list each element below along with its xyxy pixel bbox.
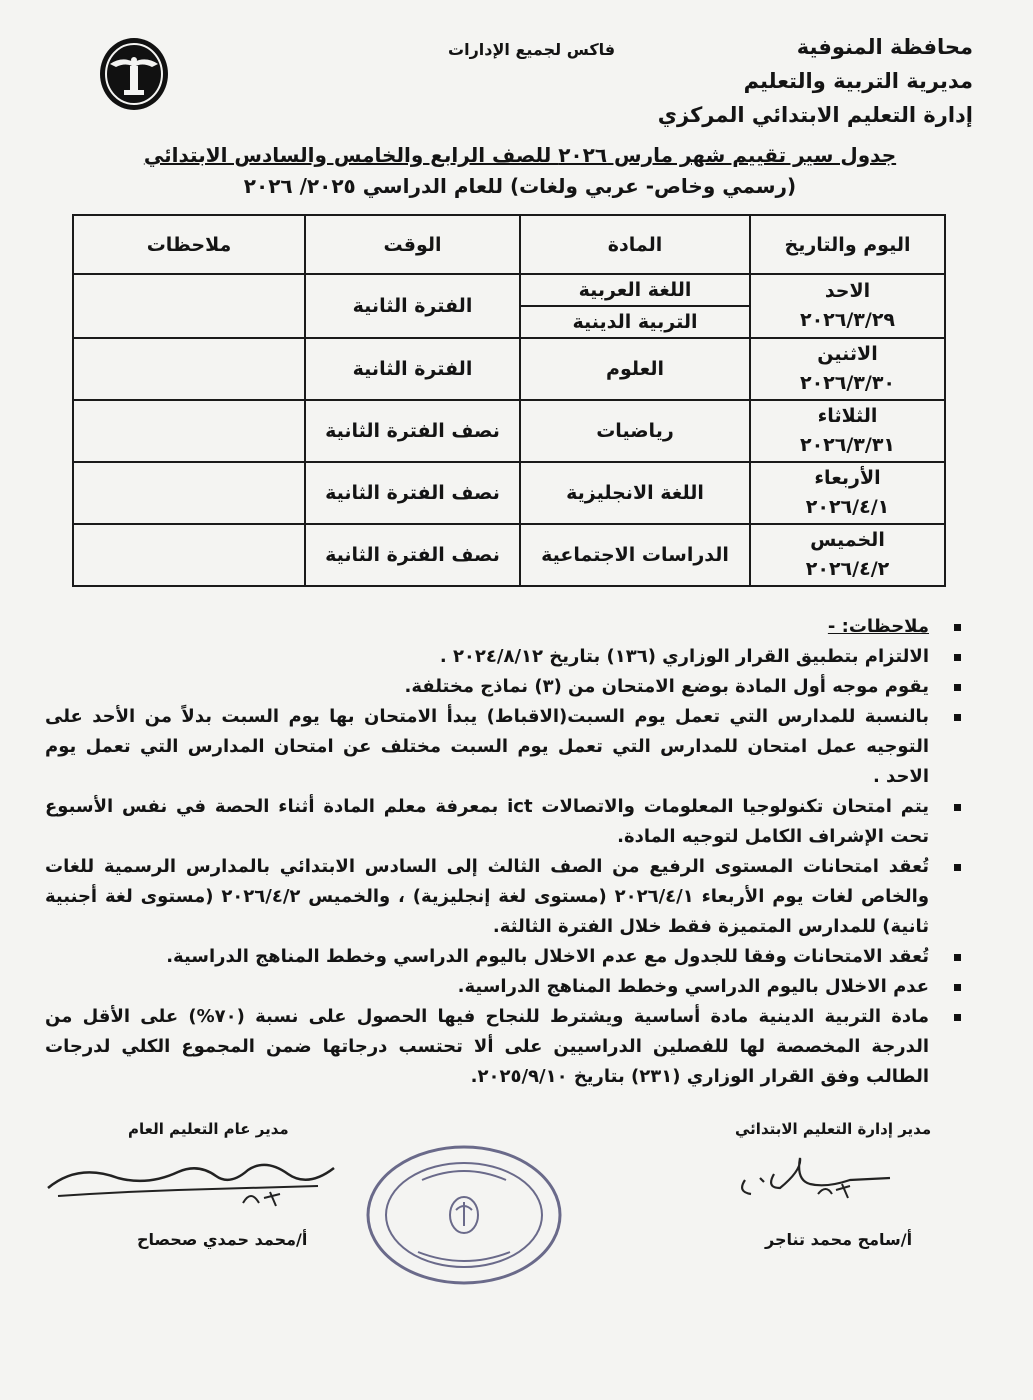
subject-cell: اللغة الانجليزية	[520, 462, 750, 524]
signatory-title-right: مدير إدارة التعليم الابتدائي	[735, 1120, 932, 1138]
time-cell: نصف الفترة الثانية	[305, 400, 520, 462]
exam-date: ٢٠٢٦/٣/٣١	[799, 434, 896, 456]
notes-cell	[73, 274, 305, 338]
list-item: مادة التربية الدينية مادة أساسية ويشترط للنجاح فيها الحصول على نسبة (٧٠%) على الأقل من الدرجة المخصصة لها للفصلين الدراسيين على ألا تحتسب درجاتها ضمن المجموع الكلي لدرجات الطالب وفق القرار الوزاري (٢٣١) بتاريخ ٢٠٢٥/٩/١٠.	[45, 1002, 975, 1092]
issuer-header	[658, 30, 973, 132]
governorate-emblem-icon	[94, 34, 174, 114]
document-title	[80, 143, 960, 167]
day-date-cell	[750, 338, 945, 400]
exam-schedule-table	[72, 214, 946, 587]
time-cell: الفترة الثانية	[305, 338, 520, 400]
notes-cell	[73, 524, 305, 586]
governorate-name: محافظة المنوفية	[796, 35, 973, 59]
exam-date: ٢٠٢٦/٤/٢	[805, 558, 890, 580]
notes-heading: ملاحظات: -	[827, 616, 929, 637]
list-item: تُعقد امتحانات المستوى الرفيع من الصف الثالث إلى السادس الابتدائي بالمدارس الرسمية للغات والخاص لغات يوم الأربعاء ٢٠٢٦/٤/١ (مستوى لغة إنجليزية) ، والخميس ٢٠٢٦/٤/٢ (مستوى لغة أجنبية ثانية) للمدارس المتميزة فقط خلال الفترة الثالثة.	[45, 852, 975, 942]
table-header-row	[73, 215, 945, 274]
time-cell: نصف الفترة الثانية	[305, 462, 520, 524]
time-cell: الفترة الثانية	[305, 274, 520, 338]
table-row	[73, 338, 945, 400]
exam-date: ٢٠٢٦/٣/٣٠	[799, 372, 896, 394]
exam-date: ٢٠٢٦/٣/٢٩	[799, 309, 896, 331]
notes-section	[45, 612, 975, 1092]
table-row	[73, 462, 945, 524]
table-row	[73, 274, 945, 338]
table-row	[73, 524, 945, 586]
time-cell: نصف الفترة الثانية	[305, 524, 520, 586]
notes-cell	[73, 400, 305, 462]
subject-name: اللغة العربية	[578, 279, 692, 301]
notes-cell	[73, 462, 305, 524]
header-notes: ملاحظات	[73, 215, 305, 274]
fax-note: فاكس لجميع الإدارات	[448, 40, 616, 59]
day-date-cell	[750, 274, 945, 338]
header-day-date: اليوم والتاريخ	[750, 215, 945, 274]
subject-cell: رياضيات	[520, 400, 750, 462]
subject-cell	[520, 274, 750, 338]
signatory-name-right: أ/سامح محمد تناجر	[765, 1230, 913, 1249]
official-stamp-icon	[362, 1140, 567, 1290]
subject-cell: الدراسات الاجتماعية	[520, 524, 750, 586]
day-date-cell	[750, 524, 945, 586]
notes-cell	[73, 338, 305, 400]
list-item: الالتزام بتطبيق القرار الوزاري (١٣٦) بتاريخ ٢٠٢٤/٨/١٢ .	[45, 642, 975, 672]
signatory-title-left: مدير عام التعليم العام	[128, 1120, 289, 1138]
exam-date: ٢٠٢٦/٤/١	[805, 496, 890, 518]
list-item: بالنسبة للمدارس التي تعمل يوم السبت(الاقباط) يبدأ الامتحان بها يوم السبت بدلاً من الأحد على التوجيه عمل امتحان للمدارس التي تعمل يوم السبت مختلف عن امتحان المدارس التي تعمل يوم الاحد .	[45, 702, 975, 792]
day-name: الأربعاء	[814, 467, 881, 489]
administration-name: إدارة التعليم الابتدائي المركزي	[657, 103, 973, 127]
day-name: الاثنين	[817, 343, 878, 365]
day-name: الخميس	[810, 529, 885, 551]
day-date-cell	[750, 400, 945, 462]
list-item: تُعقد الامتحانات وفقا للجدول مع عدم الاخلال باليوم الدراسي وخطط المناهج الدراسية.	[45, 942, 975, 972]
directorate-name: مديرية التربية والتعليم	[743, 69, 973, 93]
document-subtitle: (رسمي وخاص- عربي ولغات) للعام الدراسي ٢٠٢٥/ ٢٠٢٦	[243, 174, 797, 198]
signatory-name-left: أ/محمد حمدي صحصاح	[137, 1230, 308, 1249]
header-subject: المادة	[520, 215, 750, 274]
subject-name: التربية الدينية	[521, 305, 749, 337]
subject-cell: العلوم	[520, 338, 750, 400]
signature-right-icon	[730, 1150, 900, 1220]
table-row	[73, 400, 945, 462]
notes-heading-item	[45, 612, 975, 642]
list-item: يقوم موجه أول المادة بوضع الامتحان من (٣) نماذج مختلفة.	[45, 672, 975, 702]
signature-left-icon	[38, 1148, 338, 1218]
header-time: الوقت	[305, 215, 520, 274]
day-date-cell	[750, 462, 945, 524]
title-line-1: جدول سير تقييم شهر مارس ٢٠٢٦ للصف الرابع والخامس والسادس الابتدائي	[143, 143, 897, 167]
day-name: الثلاثاء	[817, 405, 878, 427]
list-item: عدم الاخلال باليوم الدراسي وخطط المناهج الدراسية.	[45, 972, 975, 1002]
list-item: يتم امتحان تكنولوجيا المعلومات والاتصالات ict بمعرفة معلم المادة أثناء الحصة في نفس الأسبوع تحت الإشراف الكامل لتوجيه المادة.	[45, 792, 975, 852]
day-name: الاحد	[824, 280, 871, 302]
